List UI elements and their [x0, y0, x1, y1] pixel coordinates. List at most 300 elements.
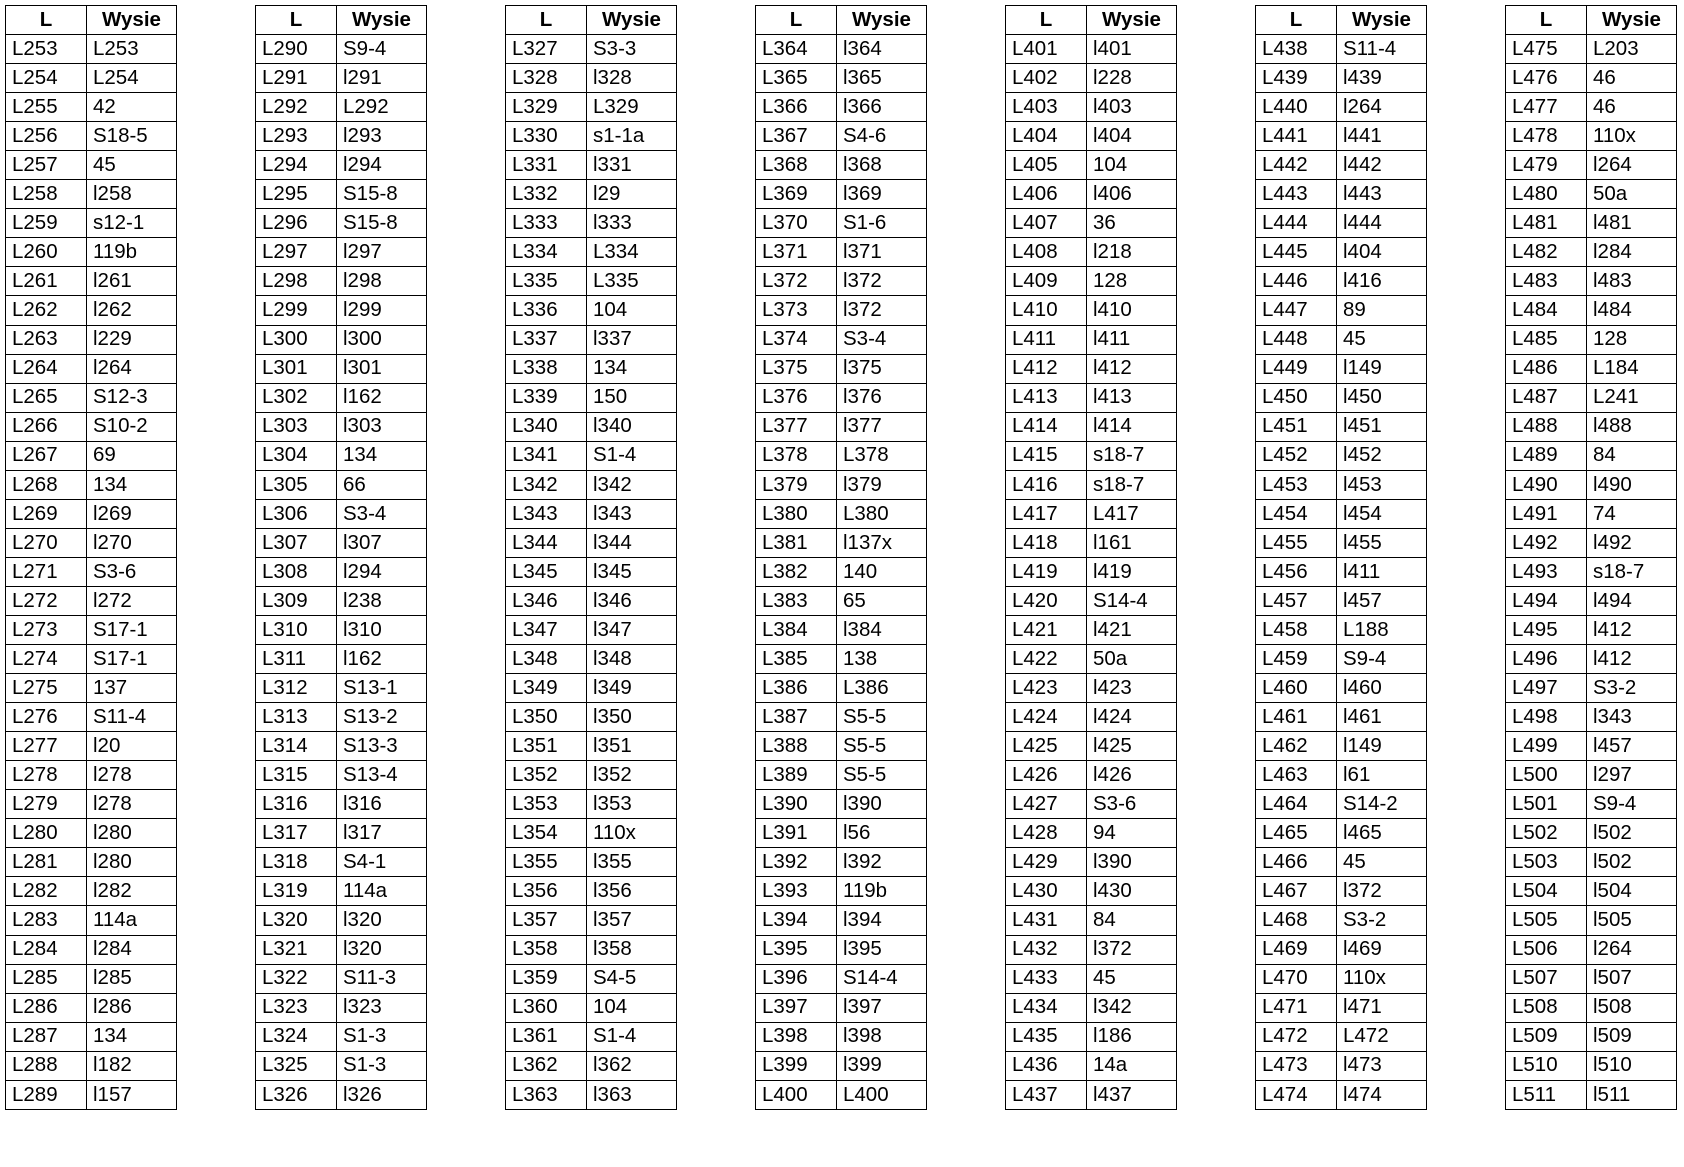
- table-row: [506, 964, 677, 993]
- cell-wysie: 150: [587, 383, 677, 412]
- cell-wysie: l299: [337, 296, 427, 325]
- table-row: [256, 209, 427, 238]
- cell-l: L282: [6, 877, 87, 906]
- cell-wysie: l450: [1337, 383, 1427, 412]
- table-row: [1006, 964, 1177, 993]
- cell-wysie: l20: [87, 732, 177, 761]
- cell-wysie: l149: [1337, 732, 1427, 761]
- cell-l: L435: [1006, 1022, 1087, 1051]
- table-row: [256, 354, 427, 383]
- header-wysie: Wysie: [87, 6, 177, 35]
- cell-l: L332: [506, 180, 587, 209]
- cell-l: L319: [256, 877, 337, 906]
- cell-l: L476: [1506, 64, 1587, 93]
- cell-l: L266: [6, 412, 87, 441]
- cell-l: L399: [756, 1051, 837, 1080]
- table-row: [506, 238, 677, 267]
- cell-wysie: l270: [87, 528, 177, 557]
- cell-l: L317: [256, 819, 337, 848]
- cell-l: L382: [756, 557, 837, 586]
- table-row: [506, 1080, 677, 1109]
- table-row: [1256, 325, 1427, 354]
- cell-wysie: 46: [1587, 64, 1677, 93]
- cell-l: L324: [256, 1022, 337, 1051]
- cell-wysie: l423: [1087, 674, 1177, 703]
- cell-wysie: S5-5: [837, 761, 927, 790]
- cell-wysie: l342: [587, 470, 677, 499]
- cell-wysie: S1-3: [337, 1051, 427, 1080]
- cell-l: L255: [6, 93, 87, 122]
- cell-wysie: l406: [1087, 180, 1177, 209]
- table-row: [256, 819, 427, 848]
- cell-l: L361: [506, 1022, 587, 1051]
- table-row: [256, 180, 427, 209]
- cell-l: L305: [256, 470, 337, 499]
- cell-l: L401: [1006, 35, 1087, 64]
- cell-wysie: l343: [1587, 703, 1677, 732]
- cell-l: L268: [6, 470, 87, 499]
- cell-l: L336: [506, 296, 587, 325]
- cell-wysie: l303: [337, 412, 427, 441]
- table-row: [1506, 35, 1677, 64]
- cell-wysie: l264: [1337, 93, 1427, 122]
- cell-wysie: l426: [1087, 761, 1177, 790]
- cell-wysie: l375: [837, 354, 927, 383]
- cell-wysie: l362: [587, 1051, 677, 1080]
- cell-l: L308: [256, 557, 337, 586]
- table-row: [256, 615, 427, 644]
- cell-l: L256: [6, 122, 87, 151]
- table-row: [1006, 615, 1177, 644]
- table-row: [756, 122, 927, 151]
- cell-wysie: l346: [587, 586, 677, 615]
- table-row: [756, 354, 927, 383]
- cell-wysie: l384: [837, 615, 927, 644]
- cell-l: L320: [256, 906, 337, 935]
- cell-wysie: 66: [337, 470, 427, 499]
- cell-wysie: l357: [587, 906, 677, 935]
- table-row: [1256, 296, 1427, 325]
- cell-l: L509: [1506, 1022, 1587, 1051]
- table-row: [1006, 761, 1177, 790]
- cell-wysie: L378: [837, 441, 927, 470]
- cell-l: L314: [256, 732, 337, 761]
- table-row: [1006, 180, 1177, 209]
- cell-wysie: l455: [1337, 528, 1427, 557]
- cell-l: L448: [1256, 325, 1337, 354]
- cell-wysie: l412: [1087, 354, 1177, 383]
- cell-wysie: S3-3: [587, 35, 677, 64]
- cell-wysie: l347: [587, 615, 677, 644]
- cell-l: L302: [256, 383, 337, 412]
- cell-l: L353: [506, 790, 587, 819]
- header-l: L: [1006, 6, 1087, 35]
- table-row: [1006, 703, 1177, 732]
- cell-wysie: l161: [1087, 528, 1177, 557]
- table-row: [256, 93, 427, 122]
- cell-wysie: l356: [587, 877, 677, 906]
- cell-wysie: l162: [337, 645, 427, 674]
- table-row: [256, 1051, 427, 1080]
- cell-wysie: 119b: [837, 877, 927, 906]
- table-row: [506, 761, 677, 790]
- cell-l: L469: [1256, 935, 1337, 964]
- cell-l: L440: [1256, 93, 1337, 122]
- cell-wysie: l397: [837, 993, 927, 1022]
- cell-wysie: l348: [587, 645, 677, 674]
- table-row: [1006, 499, 1177, 528]
- table-row: [1006, 528, 1177, 557]
- table-row: [1256, 1051, 1427, 1080]
- cell-l: L436: [1006, 1051, 1087, 1080]
- cell-wysie: l294: [337, 557, 427, 586]
- cell-l: L490: [1506, 470, 1587, 499]
- cell-wysie: S3-4: [837, 325, 927, 354]
- table-row: [1256, 412, 1427, 441]
- cell-wysie: 128: [1087, 267, 1177, 296]
- cell-l: L303: [256, 412, 337, 441]
- cell-l: L432: [1006, 935, 1087, 964]
- cell-wysie: s12-1: [87, 209, 177, 238]
- cell-wysie: l502: [1587, 848, 1677, 877]
- cell-wysie: S10-2: [87, 412, 177, 441]
- cell-wysie: S11-3: [337, 964, 427, 993]
- cell-wysie: l358: [587, 935, 677, 964]
- cell-wysie: l371: [837, 238, 927, 267]
- table-row: [1256, 586, 1427, 615]
- table-row: [256, 761, 427, 790]
- cell-l: L259: [6, 209, 87, 238]
- cell-wysie: 89: [1337, 296, 1427, 325]
- cell-l: L352: [506, 761, 587, 790]
- table-row: [6, 64, 177, 93]
- cell-wysie: l390: [1087, 848, 1177, 877]
- cell-l: L503: [1506, 848, 1587, 877]
- cell-l: L329: [506, 93, 587, 122]
- cell-wysie: l453: [1337, 470, 1427, 499]
- cell-l: L270: [6, 528, 87, 557]
- cell-l: L385: [756, 645, 837, 674]
- cell-l: L271: [6, 557, 87, 586]
- table-row: [1506, 412, 1677, 441]
- table-row: [6, 790, 177, 819]
- cell-wysie: S17-1: [87, 615, 177, 644]
- cell-l: L292: [256, 93, 337, 122]
- lookup-table-7: [1505, 5, 1677, 1110]
- table-row: [1256, 615, 1427, 644]
- cell-l: L279: [6, 790, 87, 819]
- cell-l: L261: [6, 267, 87, 296]
- table-row: [1506, 1051, 1677, 1080]
- cell-wysie: L292: [337, 93, 427, 122]
- cell-l: L426: [1006, 761, 1087, 790]
- cell-wysie: l363: [587, 1080, 677, 1109]
- cell-wysie: L380: [837, 499, 927, 528]
- cell-wysie: l301: [337, 354, 427, 383]
- cell-wysie: l443: [1337, 180, 1427, 209]
- cell-l: L447: [1256, 296, 1337, 325]
- table-row: [506, 1022, 677, 1051]
- cell-wysie: 69: [87, 441, 177, 470]
- table-row: [756, 412, 927, 441]
- cell-l: L419: [1006, 557, 1087, 586]
- table-row: [6, 586, 177, 615]
- cell-wysie: l504: [1587, 877, 1677, 906]
- cell-wysie: l452: [1337, 441, 1427, 470]
- cell-l: L374: [756, 325, 837, 354]
- cell-wysie: l461: [1337, 703, 1427, 732]
- cell-l: L446: [1256, 267, 1337, 296]
- table-row: [1256, 848, 1427, 877]
- table-row: [506, 586, 677, 615]
- table-row: [1506, 877, 1677, 906]
- cell-wysie: S5-5: [837, 703, 927, 732]
- cell-l: L406: [1006, 180, 1087, 209]
- cell-wysie: 50a: [1087, 645, 1177, 674]
- cell-l: L400: [756, 1080, 837, 1109]
- table-row: [1006, 122, 1177, 151]
- cell-l: L502: [1506, 819, 1587, 848]
- cell-l: L472: [1256, 1022, 1337, 1051]
- cell-l: L331: [506, 151, 587, 180]
- cell-wysie: l392: [837, 848, 927, 877]
- cell-wysie: S4-1: [337, 848, 427, 877]
- lookup-table-4: [755, 5, 927, 1110]
- cell-wysie: l300: [337, 325, 427, 354]
- cell-l: L441: [1256, 122, 1337, 151]
- cell-l: L463: [1256, 761, 1337, 790]
- cell-wysie: l441: [1337, 122, 1427, 151]
- cell-l: L265: [6, 383, 87, 412]
- cell-l: L427: [1006, 790, 1087, 819]
- cell-l: L349: [506, 674, 587, 703]
- cell-l: L506: [1506, 935, 1587, 964]
- table-row: [756, 325, 927, 354]
- cell-l: L474: [1256, 1080, 1337, 1109]
- cell-wysie: S3-2: [1337, 906, 1427, 935]
- table-row: [256, 1080, 427, 1109]
- cell-wysie: 45: [1337, 325, 1427, 354]
- table-row: [1506, 1022, 1677, 1051]
- table-row: [756, 848, 927, 877]
- table-row: [506, 499, 677, 528]
- cell-wysie: l425: [1087, 732, 1177, 761]
- cell-l: L507: [1506, 964, 1587, 993]
- cell-l: L402: [1006, 64, 1087, 93]
- table-row: [256, 64, 427, 93]
- cell-l: L283: [6, 906, 87, 935]
- cell-l: L386: [756, 674, 837, 703]
- table-row: [256, 122, 427, 151]
- table-row: [506, 993, 677, 1022]
- cell-wysie: l343: [587, 499, 677, 528]
- table-row: [6, 499, 177, 528]
- cell-wysie: l342: [1087, 993, 1177, 1022]
- cell-wysie: l410: [1087, 296, 1177, 325]
- table-row: [756, 761, 927, 790]
- lookup-table-2: [255, 5, 427, 1110]
- table-row: [256, 993, 427, 1022]
- cell-wysie: L188: [1337, 615, 1427, 644]
- cell-l: L424: [1006, 703, 1087, 732]
- cell-l: L295: [256, 180, 337, 209]
- cell-l: L480: [1506, 180, 1587, 209]
- cell-l: L301: [256, 354, 337, 383]
- table-row: [1006, 732, 1177, 761]
- cell-l: L443: [1256, 180, 1337, 209]
- cell-l: L254: [6, 64, 87, 93]
- cell-l: L408: [1006, 238, 1087, 267]
- table-row: [256, 703, 427, 732]
- cell-l: L343: [506, 499, 587, 528]
- cell-l: L368: [756, 151, 837, 180]
- table-row: [506, 848, 677, 877]
- cell-wysie: l286: [87, 993, 177, 1022]
- cell-wysie: l340: [587, 412, 677, 441]
- cell-l: L497: [1506, 674, 1587, 703]
- cell-wysie: S14-4: [837, 964, 927, 993]
- table-row: [1256, 122, 1427, 151]
- table-row: [256, 412, 427, 441]
- table-row: [1256, 703, 1427, 732]
- cell-l: L296: [256, 209, 337, 238]
- table-row: [256, 238, 427, 267]
- cell-l: L260: [6, 238, 87, 267]
- table-row: [256, 645, 427, 674]
- header-wysie: Wysie: [1087, 6, 1177, 35]
- cell-wysie: L254: [87, 64, 177, 93]
- header-l: L: [1506, 6, 1587, 35]
- table-row: [6, 1051, 177, 1080]
- cell-l: L496: [1506, 645, 1587, 674]
- table-row: [6, 35, 177, 64]
- cell-wysie: l278: [87, 790, 177, 819]
- cell-l: L508: [1506, 993, 1587, 1022]
- table-row: [6, 761, 177, 790]
- table-row: [6, 209, 177, 238]
- cell-l: L367: [756, 122, 837, 151]
- table-row: [1506, 151, 1677, 180]
- table-row: [756, 499, 927, 528]
- cell-wysie: S18-5: [87, 122, 177, 151]
- table-row: [256, 906, 427, 935]
- table-row: [756, 1022, 927, 1051]
- table-row: [756, 1051, 927, 1080]
- table-row: [6, 383, 177, 412]
- cell-l: L387: [756, 703, 837, 732]
- cell-l: L291: [256, 64, 337, 93]
- cell-l: L493: [1506, 557, 1587, 586]
- table-row: [756, 151, 927, 180]
- cell-l: L299: [256, 296, 337, 325]
- cell-wysie: l508: [1587, 993, 1677, 1022]
- table-row: [1006, 93, 1177, 122]
- cell-l: L450: [1256, 383, 1337, 412]
- cell-wysie: S14-2: [1337, 790, 1427, 819]
- table-row: [6, 1080, 177, 1109]
- table-row: [506, 470, 677, 499]
- cell-l: L488: [1506, 412, 1587, 441]
- table-row: [1256, 645, 1427, 674]
- cell-l: L504: [1506, 877, 1587, 906]
- table-row: [756, 64, 927, 93]
- cell-l: L375: [756, 354, 837, 383]
- table-row: [256, 325, 427, 354]
- cell-l: L410: [1006, 296, 1087, 325]
- table-row: [506, 615, 677, 644]
- cell-l: L492: [1506, 528, 1587, 557]
- cell-l: L281: [6, 848, 87, 877]
- table-row: [1256, 935, 1427, 964]
- cell-l: L501: [1506, 790, 1587, 819]
- table-row: [506, 819, 677, 848]
- table-row: [1006, 325, 1177, 354]
- cell-wysie: 134: [337, 441, 427, 470]
- cell-l: L486: [1506, 354, 1587, 383]
- cell-l: L269: [6, 499, 87, 528]
- cell-wysie: 46: [1587, 93, 1677, 122]
- table-row: [6, 877, 177, 906]
- cell-wysie: l157: [87, 1080, 177, 1109]
- cell-wysie: L334: [587, 238, 677, 267]
- cell-l: L396: [756, 964, 837, 993]
- header-wysie: Wysie: [337, 6, 427, 35]
- cell-l: L347: [506, 615, 587, 644]
- table-row: [506, 180, 677, 209]
- cell-l: L328: [506, 64, 587, 93]
- table-row: [6, 412, 177, 441]
- lookup-table-1: [5, 5, 177, 1110]
- cell-wysie: l345: [587, 557, 677, 586]
- cell-wysie: l483: [1587, 267, 1677, 296]
- cell-wysie: l490: [1587, 470, 1677, 499]
- table-row: [1506, 325, 1677, 354]
- table-row: [6, 528, 177, 557]
- table-row: [6, 354, 177, 383]
- table-row: [756, 935, 927, 964]
- cell-wysie: l372: [837, 296, 927, 325]
- table-row: [756, 645, 927, 674]
- cell-wysie: S9-4: [1587, 790, 1677, 819]
- header-l: L: [6, 6, 87, 35]
- cell-l: L464: [1256, 790, 1337, 819]
- table-row: [1506, 209, 1677, 238]
- cell-l: L470: [1256, 964, 1337, 993]
- table-row: [1506, 586, 1677, 615]
- cell-wysie: l264: [1587, 935, 1677, 964]
- table-row: [1506, 296, 1677, 325]
- cell-wysie: 114a: [87, 906, 177, 935]
- table-row: [6, 267, 177, 296]
- cell-wysie: 104: [587, 296, 677, 325]
- cell-l: L309: [256, 586, 337, 615]
- cell-wysie: l284: [87, 935, 177, 964]
- cell-wysie: 42: [87, 93, 177, 122]
- table-row: [256, 499, 427, 528]
- cell-l: L482: [1506, 238, 1587, 267]
- table-row: [256, 790, 427, 819]
- cell-wysie: l269: [87, 499, 177, 528]
- table-row: [1006, 238, 1177, 267]
- table-row: [756, 964, 927, 993]
- cell-wysie: L472: [1337, 1022, 1427, 1051]
- cell-l: L449: [1256, 354, 1337, 383]
- cell-l: L417: [1006, 499, 1087, 528]
- table-row: [1256, 557, 1427, 586]
- cell-wysie: l333: [587, 209, 677, 238]
- cell-l: L414: [1006, 412, 1087, 441]
- cell-wysie: s18-7: [1087, 441, 1177, 470]
